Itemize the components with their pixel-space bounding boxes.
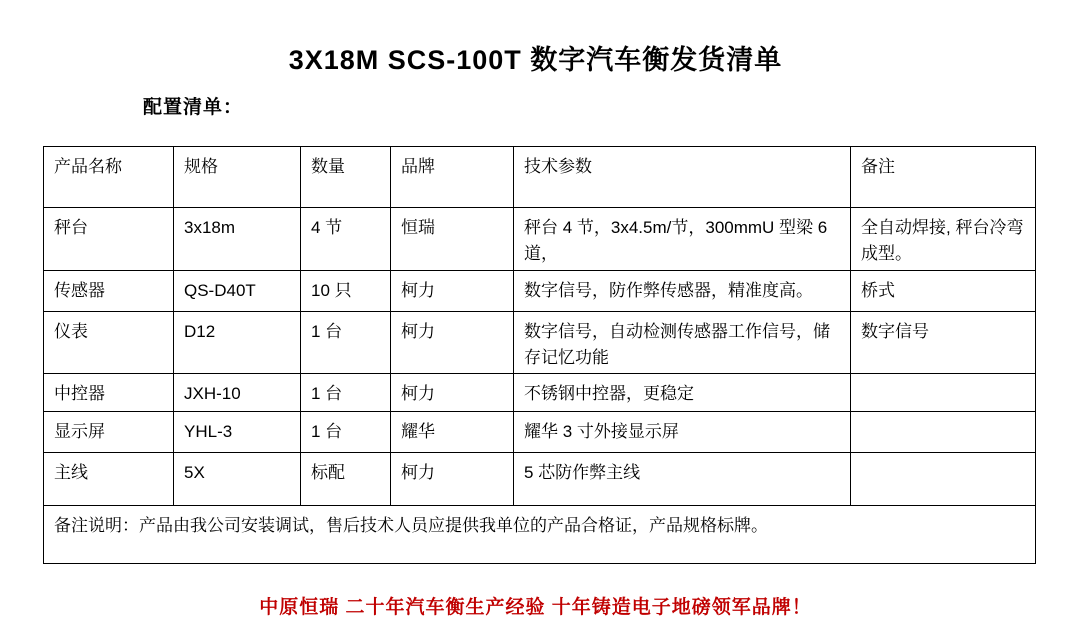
cell-brand: 柯力	[391, 270, 514, 311]
header-tech-params: 技术参数	[514, 147, 851, 208]
table-row	[44, 374, 1036, 412]
table-row	[44, 208, 1036, 271]
cell-spec: D12	[174, 311, 301, 374]
cell-spec: 5X	[174, 453, 301, 506]
config-list-label: 配置清单：	[143, 97, 244, 118]
cell-spec: QS-D40T	[174, 270, 301, 311]
table-row	[44, 311, 1036, 374]
cell-brand: 恒瑞	[391, 208, 514, 271]
cell-remark: 全自动焊接, 秤台冷弯成型。	[851, 208, 1036, 271]
cell-product-name: 显示屏	[44, 412, 174, 453]
header-brand: 品牌	[391, 147, 514, 208]
cell-spec: JXH-10	[174, 374, 301, 412]
cell-product-name: 中控器	[44, 374, 174, 412]
brand-slogan: 中原恒瑞 二十年汽车衡生产经验 十年铸造电子地磅领军品牌！	[259, 597, 812, 618]
cell-brand: 柯力	[391, 453, 514, 506]
cell-quantity: 标配	[301, 453, 391, 506]
cell-remark: 桥式	[851, 270, 1036, 311]
cell-product-name: 传感器	[44, 270, 174, 311]
cell-product-name: 主线	[44, 453, 174, 506]
cell-brand: 柯力	[391, 311, 514, 374]
header-product-name: 产品名称	[44, 147, 174, 208]
table-footnote: 备注说明：产品由我公司安装调试，售后技术人员应提供我单位的产品合格证，产品规格标牌。	[44, 506, 1036, 564]
cell-quantity: 4 节	[301, 208, 391, 271]
cell-remark	[851, 374, 1036, 412]
cell-product-name: 仪表	[44, 311, 174, 374]
header-remark: 备注	[851, 147, 1036, 208]
cell-quantity: 1 台	[301, 412, 391, 453]
table-footnote-row	[44, 506, 1036, 564]
cell-remark	[851, 453, 1036, 506]
cell-tech-params: 数字信号，自动检测传感器工作信号，储存记忆功能	[514, 311, 851, 374]
header-quantity: 数量	[301, 147, 391, 208]
cell-tech-params: 数字信号，防作弊传感器，精准度高。	[514, 270, 851, 311]
cell-tech-params: 耀华 3 寸外接显示屏	[514, 412, 851, 453]
cell-tech-params: 不锈钢中控器，更稳定	[514, 374, 851, 412]
document-title: 3X18M SCS-100T 数字汽车衡发货清单	[288, 45, 783, 75]
shipping-list-table	[43, 146, 1036, 564]
cell-quantity: 1 台	[301, 311, 391, 374]
cell-quantity: 10 只	[301, 270, 391, 311]
cell-spec: YHL-3	[174, 412, 301, 453]
cell-product-name: 秤台	[44, 208, 174, 271]
cell-quantity: 1 台	[301, 374, 391, 412]
table-header-row	[44, 147, 1036, 208]
table-row	[44, 412, 1036, 453]
table-row	[44, 453, 1036, 506]
cell-brand: 耀华	[391, 412, 514, 453]
table-row	[44, 270, 1036, 311]
cell-tech-params: 5 芯防作弊主线	[514, 453, 851, 506]
cell-brand: 柯力	[391, 374, 514, 412]
cell-spec: 3x18m	[174, 208, 301, 271]
cell-remark: 数字信号	[851, 311, 1036, 374]
header-spec: 规格	[174, 147, 301, 208]
cell-tech-params: 秤台 4 节，3x4.5m/节，300mmU 型梁 6 道，	[514, 208, 851, 271]
cell-remark	[851, 412, 1036, 453]
